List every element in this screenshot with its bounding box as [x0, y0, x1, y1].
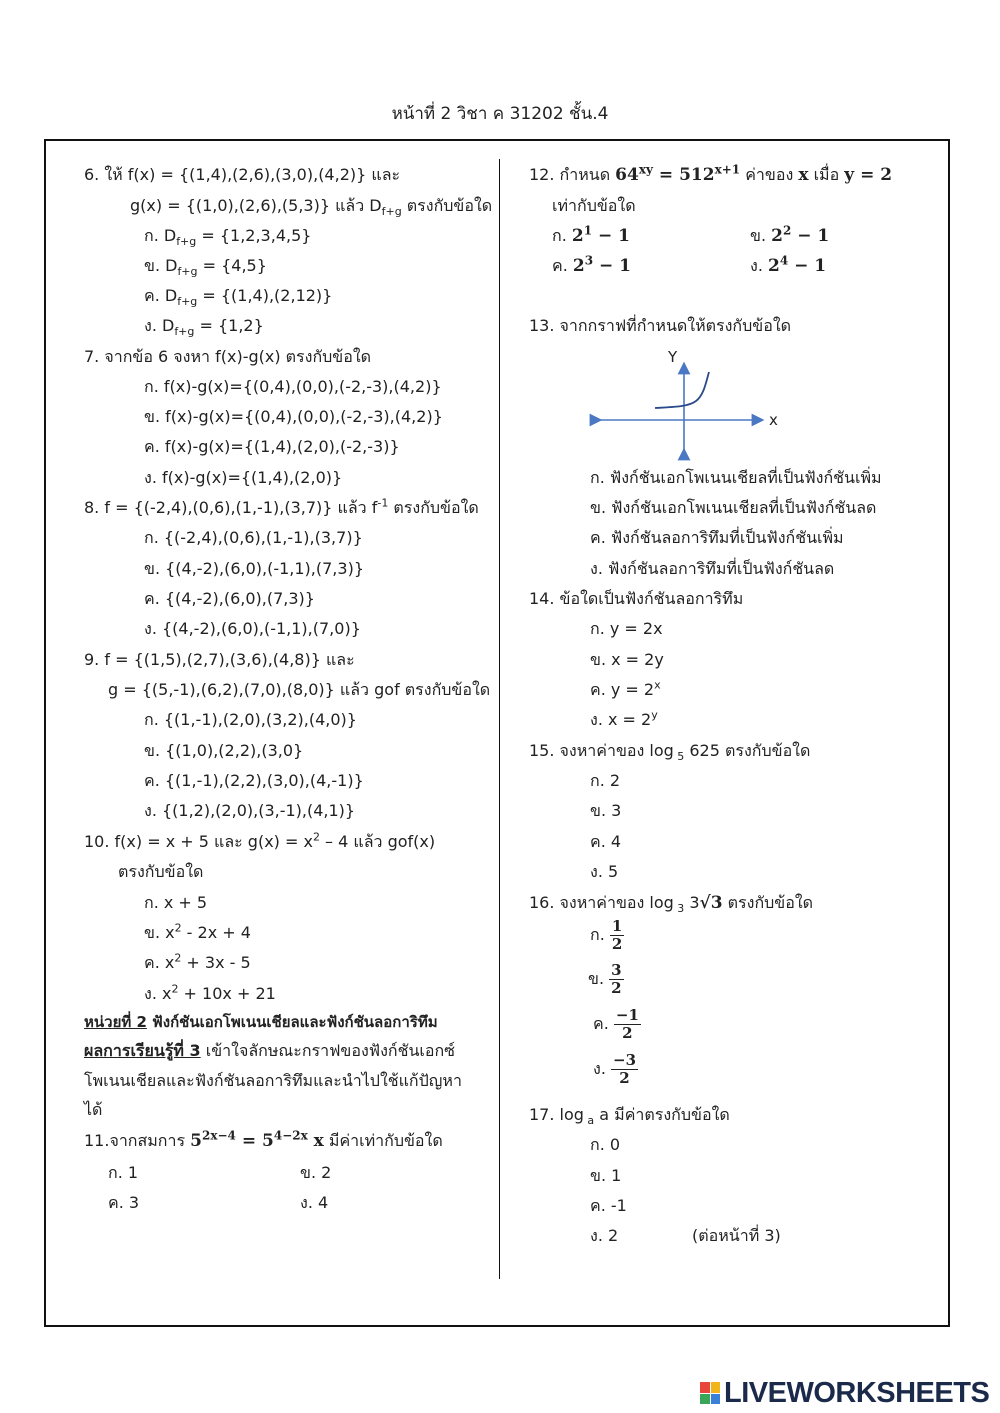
fraction: $\frac{-3}{2}$ [613, 1051, 637, 1087]
learning-outcome-line2: โพเนนเชียลและฟังก์ชันลอการิทึมและนำไปใช้แก้ปัญหา [84, 1071, 462, 1090]
logo-badge-icon [700, 1382, 720, 1404]
q15-option-a[interactable]: ก. 2 [590, 771, 621, 790]
q14-option-b[interactable]: ข. x = 2y [590, 650, 664, 669]
q11-option-d[interactable]: ง. 4 [300, 1193, 329, 1212]
fraction: $\frac{3}{2}$ [611, 961, 622, 997]
x-axis-label: x [769, 411, 778, 429]
q14-option-d[interactable]: ง. $x = 2^y$ [590, 708, 658, 729]
q7-option-b[interactable]: ข. f(x)-g(x)={(0,4),(0,0),(-2,-3),(4,2)} [144, 407, 443, 426]
q6-option-b[interactable]: ข. $D_{f+g} = \{4,5\}$ [144, 256, 267, 279]
q14-option-c[interactable]: ค. $y = 2^x$ [590, 678, 661, 699]
q17-option-c[interactable]: ค. -1 [590, 1196, 627, 1215]
q16-option-c[interactable]: ค. $\frac{-1}{2}$ [593, 1006, 639, 1042]
q15-line1: 15. จงหาค่าของ log $_5$ 625 ตรงกับข้อใด [529, 741, 811, 764]
liveworksheets-logo [700, 1378, 989, 1408]
q9-line2: g = {(5,-1),(6,2),(7,0),(8,0)} แล้ว gof ตรงกับข้อใด [108, 680, 491, 699]
fraction: $\frac{-1}{2}$ [615, 1006, 639, 1042]
y-axis-label: Y [668, 348, 678, 366]
logo-text: LIVEWORKSHEETS [724, 1376, 990, 1409]
continued-note: (ต่อหน้าที่ 3) [692, 1226, 781, 1245]
q7-option-a[interactable]: ก. f(x)-g(x)={(0,4),(0,0),(-2,-3),(4,2)} [144, 377, 442, 396]
q8-option-d[interactable]: ง. {(4,-2),(6,0),(-1,1),(7,0)} [144, 619, 361, 638]
q15-option-c[interactable]: ค. 4 [590, 832, 622, 851]
q7-line1: 7. จากข้อ 6 จงหา f(x)-g(x) ตรงกับข้อใด [84, 347, 372, 366]
page-header: หน้าที่ 2 วิชา ค 31202 ชั้น.4 [391, 104, 609, 124]
q10-line1: 10. f(x) = x + 5 และ $g(x) = x^2 - 4$ แล้ว gof(x) [84, 830, 436, 851]
column-divider [499, 159, 500, 1279]
q16-line1: 16. จงหาค่าของ log $_3$ 3√3 ตรงกับข้อใด [529, 893, 814, 916]
q7-option-d[interactable]: ง. f(x)-g(x)={(1,4),(2,0)} [144, 468, 343, 487]
unit-heading: หน่วยที่ 2 ฟังก์ชันเอกโพเนนเชียลและฟังก์ชันลอการิทึม [84, 1013, 438, 1031]
fraction: $\frac{1}{2}$ [611, 917, 623, 953]
q15-option-b[interactable]: ข. 3 [590, 801, 622, 820]
q8-line1: 8. f = {(-2,4),(0,6),(1,-1),(3,7)} แล้ว $f^{-1}$ ตรงกับข้อใด [84, 496, 479, 517]
q9-option-c[interactable]: ค. {(1,-1),(2,2),(3,0),(4,-1)} [144, 771, 364, 790]
q17-option-a[interactable]: ก. 0 [590, 1135, 621, 1154]
q8-option-c[interactable]: ค. {(4,-2),(6,0),(7,3)} [144, 589, 315, 608]
q10-option-c[interactable]: ค. $x^2 + 3x - 5$ [144, 951, 251, 972]
q6-line2: g(x) = {(1,0),(2,6),(5,3)} แล้ว $D_{f+g}$ ตรงกับข้อใด [130, 196, 493, 219]
q12-option-a[interactable]: ก. $2^1 - 1$ [552, 223, 630, 246]
q13-option-b[interactable]: ข. ฟังก์ชันเอกโพเนนเชียลที่เป็นฟังก์ชันลด [590, 498, 877, 517]
q12-option-b[interactable]: ข. $2^2 - 1$ [750, 223, 830, 246]
q6-line1: 6. ให้ f(x) = {(1,4),(2,6),(3,0),(4,2)} และ [84, 165, 401, 184]
q12-line2: เท่ากับข้อใด [552, 196, 636, 215]
q10-option-b[interactable]: ข. $x^2 - 2x + 4$ [144, 921, 251, 942]
learning-outcome-line3: ได้ [84, 1100, 103, 1119]
q14-option-a[interactable]: ก. y = 2x [590, 619, 663, 638]
q12-line1: 12. กำหนด $64^{xy} = 512^{x+1}$ ค่าของ x เมื่อ y = 2 [529, 162, 893, 185]
q8-option-b[interactable]: ข. {(4,-2),(6,0),(-1,1),(7,3)} [144, 559, 364, 578]
q13-line1: 13. จากกราฟที่กำหนดให้ตรงกับข้อใด [529, 316, 792, 335]
q15-option-d[interactable]: ง. 5 [590, 862, 619, 881]
q6-option-c[interactable]: ค. $D_{f+g} = \{(1,4),(2,12)\}$ [144, 286, 333, 309]
q13-option-a[interactable]: ก. ฟังก์ชันเอกโพเนนเชียลที่เป็นฟังก์ชันเพิ่ม [590, 468, 882, 487]
q10-option-a[interactable]: ก. x + 5 [144, 893, 208, 912]
q9-option-b[interactable]: ข. {(1,0),(2,2),(3,0} [144, 741, 304, 760]
q11-line1: 11.จากสมการ $5^{2x-4} = 5^{4-2x}$ x มีค่าเท่ากับข้อใด [84, 1128, 443, 1151]
q14-line1: 14. ข้อใดเป็นฟังก์ชันลอการิทึม [529, 589, 744, 608]
q9-option-d[interactable]: ง. {(1,2),(2,0),(3,-1),(4,1)} [144, 801, 356, 820]
q11-option-a[interactable]: ก. 1 [108, 1163, 139, 1182]
q13-option-c[interactable]: ค. ฟังก์ชันลอการิทึมที่เป็นฟังก์ชันเพิ่ม [590, 528, 844, 547]
q16-option-a[interactable]: ก. $\frac{1}{2}$ [590, 917, 623, 953]
q17-line1: 17. log $_a$ a มีค่าตรงกับข้อใด [529, 1105, 730, 1128]
q11-option-b[interactable]: ข. 2 [300, 1163, 332, 1182]
q12-option-c[interactable]: ค. $2^3 - 1$ [552, 253, 631, 276]
exponential-curve [655, 372, 709, 408]
q7-option-c[interactable]: ค. f(x)-g(x)={(1,4),(2,0),(-2,-3)} [144, 437, 400, 456]
exponential-graph [588, 346, 788, 461]
q16-option-b[interactable]: ข. $\frac{3}{2}$ [588, 961, 622, 997]
q9-line1: 9. f = {(1,5),(2,7),(3,6),(4,8)} และ [84, 650, 355, 669]
learning-outcome-line1: ผลการเรียนรู้ที่ 3 เข้าใจลักษณะกราฟของฟังก์ชันเอกซ์ [84, 1041, 456, 1060]
q11-option-c[interactable]: ค. 3 [108, 1193, 140, 1212]
q17-option-d[interactable]: ง. 2 [590, 1226, 619, 1245]
q16-option-d[interactable]: ง. $\frac{-3}{2}$ [593, 1051, 637, 1087]
q6-option-a[interactable]: ก. $D_{f+g} = \{1,2,3,4,5\}$ [144, 226, 312, 249]
q6-option-d[interactable]: ง. $D_{f+g} = \{1,2\}$ [144, 316, 264, 339]
q8-option-a[interactable]: ก. {(-2,4),(0,6),(1,-1),(3,7)} [144, 528, 363, 547]
q17-option-b[interactable]: ข. 1 [590, 1166, 622, 1185]
q10-line2: ตรงกับข้อใด [118, 862, 204, 881]
q9-option-a[interactable]: ก. {(1,-1),(2,0),(3,2),(4,0)} [144, 710, 357, 729]
q13-option-d[interactable]: ง. ฟังก์ชันลอการิทึมที่เป็นฟังก์ชันลด [590, 559, 835, 578]
q12-option-d[interactable]: ง. $2^4 - 1$ [750, 253, 827, 276]
q10-option-d[interactable]: ง. $x^2 + 10x + 21$ [144, 982, 276, 1003]
